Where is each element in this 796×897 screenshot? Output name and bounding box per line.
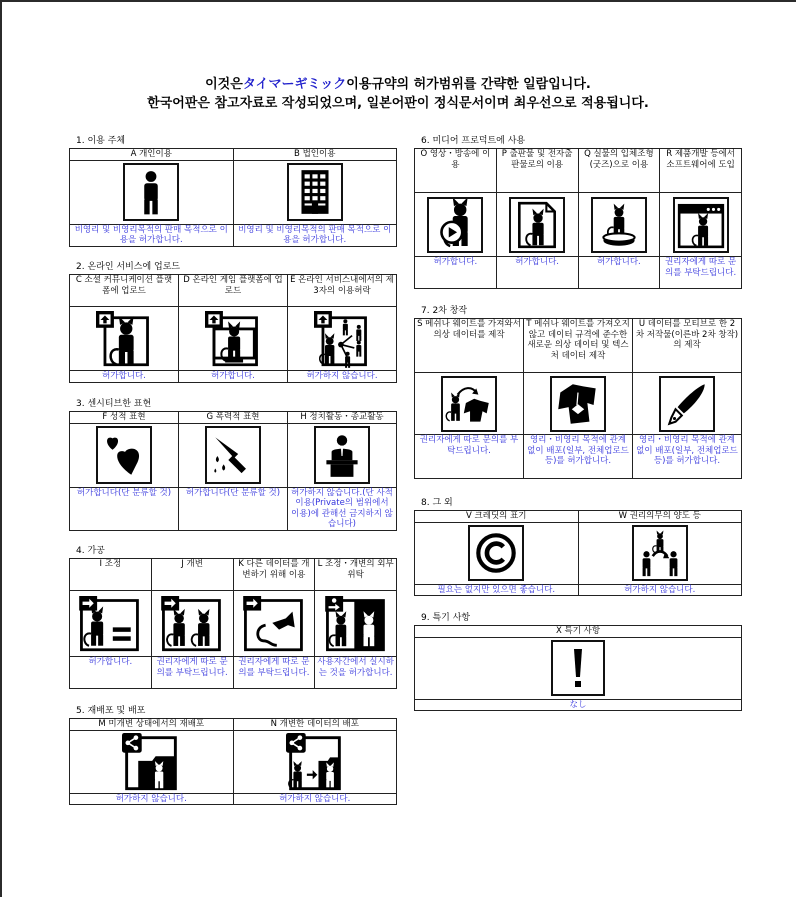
software-window-icon xyxy=(673,197,729,253)
section-title: 7. 2차 창작 xyxy=(421,306,468,316)
modify-icon xyxy=(161,596,223,652)
item-answer-h: 허가하지 않습니다.(단 사적이용(Private의 범위에서 이용)에 관해선 금지하지 않습니다) xyxy=(288,487,397,530)
header-line-2: 한국어판은 참고자료로 작성되었으며, 일본어판이 정식문서이며 최우선으로 적용됩니다. xyxy=(147,96,649,111)
item-label-j: J 개변 xyxy=(151,559,233,591)
section-title: 9. 특기 사항 xyxy=(421,613,471,623)
figure-goods-icon xyxy=(591,197,647,253)
section-title: 8. 그 외 xyxy=(421,498,453,508)
transfer-rights-icon xyxy=(632,525,688,581)
share-third-party-icon xyxy=(314,310,370,368)
section-title: 3. 센시티브한 표현 xyxy=(76,399,152,409)
copyright-icon xyxy=(468,525,524,581)
item-label-f: F 성적 표현 xyxy=(70,412,179,424)
section-processing xyxy=(69,546,397,689)
section-title: 5. 재배포 및 배포 xyxy=(76,706,146,716)
item-label-m: M 미개변 상태에서의 재배포 xyxy=(70,719,234,731)
item-label-q: Q 실물의 입체조형(굿즈)으로 이용 xyxy=(578,149,660,193)
item-label-a: A 개인이용 xyxy=(70,149,234,161)
item-label-c: C 소셜 커뮤니케이션 플랫폼에 업로드 xyxy=(70,275,179,307)
item-answer-l: 사용자간에서 실시하는 것을 허가합니다. xyxy=(315,657,397,689)
item-answer-p: 허가합니다. xyxy=(496,257,578,289)
item-label-l: L 조정・개변의 외부위탁 xyxy=(315,559,397,591)
page-header xyxy=(0,75,796,113)
item-label-u: U 데이터를 모티브로 한 2차 저작물(이른바 2차 창작)의 제작 xyxy=(633,319,742,373)
item-answer-b: 비영리 및 비영리목적의 판매 목적으로 이용을 허가합니다. xyxy=(233,224,397,246)
item-answer-s: 권리자에게 따로 문의를 부탁드립니다. xyxy=(415,435,524,479)
item-label-s: S 메쉬나 웨이트를 가져와서 의상 데이터를 제작 xyxy=(415,319,524,373)
item-answer-i: 허가합니다. xyxy=(70,657,152,689)
distribute-modified-icon xyxy=(286,733,344,791)
building-icon xyxy=(287,163,343,221)
reuse-parts-icon xyxy=(243,596,305,652)
item-label-v: V 크레딧의 표기 xyxy=(415,511,579,523)
item-label-t: T 메쉬나 웨이트를 가져오지 않고 데이터 규격에 준수한 새로운 의상 데이터 및 텍스처 데이터 제작 xyxy=(524,319,633,373)
item-label-d: D 온라인 게임 플랫폼에 업로드 xyxy=(179,275,288,307)
item-label-i: I 조정 xyxy=(70,559,152,591)
section-online-upload xyxy=(69,262,397,383)
item-answer-v: 필요는 없지만 있으면 좋습니다. xyxy=(415,584,579,596)
item-answer-u: 영리・비영리 목적에 관계없이 배포(일부, 전체업로드 등)를 허가합니다. xyxy=(633,435,742,479)
section-usage-subject xyxy=(69,136,397,247)
item-answer-o: 허가합니다. xyxy=(415,257,497,289)
item-label-p: P 출판물 및 전자출판물로의 이용 xyxy=(496,149,578,193)
item-answer-e: 허가하지 않습니다. xyxy=(288,371,397,383)
section-title: 2. 온라인 서비스에 업로드 xyxy=(76,262,181,272)
section-special-notes xyxy=(414,613,742,711)
upload-game-icon xyxy=(205,310,261,368)
item-label-r: R 제품개발 등에서 소프트웨어에 도입 xyxy=(660,149,742,193)
upload-social-icon xyxy=(96,310,152,368)
podium-speaker-icon xyxy=(314,426,370,484)
mesh-to-clothing-icon xyxy=(441,376,497,432)
item-answer-k: 권리자에게 따로 문의를 부탁드립니다. xyxy=(233,657,315,689)
header-line-1 xyxy=(0,75,796,94)
item-answer-q: 허가합니다. xyxy=(578,257,660,289)
redistribute-folder-icon xyxy=(122,733,180,791)
item-label-b: B 법인이용 xyxy=(233,149,397,161)
section-sensitive-expression xyxy=(69,399,397,531)
item-answer-n: 허가하지 않습니다. xyxy=(233,793,397,805)
clothing-icon xyxy=(550,376,606,432)
item-label-n: N 개변한 데이터의 배포 xyxy=(233,719,397,731)
section-title: 4. 가공 xyxy=(76,546,105,556)
header-suffix: 이용규약의 허가범위를 간략한 일람입니다. xyxy=(346,77,591,92)
item-answer-d: 허가합니다. xyxy=(179,371,288,383)
brand-name: タイマーギミック xyxy=(242,77,347,92)
knife-icon xyxy=(205,426,261,484)
item-answer-j: 권리자에게 따로 문의를 부탁드립니다. xyxy=(151,657,233,689)
item-label-e: E 온라인 서비스내에서의 제 3자의 이용허락 xyxy=(288,275,397,307)
item-answer-a: 비영리 및 비영리목적의 판매 목적으로 이용을 허가합니다. xyxy=(70,224,234,246)
header-prefix: 이것은 xyxy=(205,77,243,92)
section-media-product xyxy=(414,136,742,289)
section-title: 1. 이용 주체 xyxy=(76,136,126,146)
section-other xyxy=(414,498,742,596)
item-answer-w: 허가하지 않습니다. xyxy=(578,584,742,596)
video-play-icon xyxy=(427,197,483,253)
item-label-h: H 정치활동・종교활동 xyxy=(288,412,397,424)
item-answer-c: 허가합니다. xyxy=(70,371,179,383)
section-derivative-works xyxy=(414,306,742,479)
section-title: 6. 미디어 프로덕트에 사용 xyxy=(421,136,526,146)
item-label-k: K 다른 데이터를 개변하기 위해 이용 xyxy=(233,559,315,591)
outsource-icon xyxy=(325,596,387,652)
item-answer-m: 허가하지 않습니다. xyxy=(70,793,234,805)
item-answer-g: 허가합니다(단 분류할 것) xyxy=(179,487,288,530)
item-answer-t: 영리・비영리 목적에 관계없이 배포(일부, 전체업로드 등)를 허가합니다. xyxy=(524,435,633,479)
item-answer-r: 권리자에게 따로 문의를 부탁드립니다. xyxy=(660,257,742,289)
item-label-g: G 폭력적 표현 xyxy=(179,412,288,424)
item-label-x: X 특기 사항 xyxy=(415,626,742,638)
person-icon xyxy=(123,163,179,221)
section-redistribution xyxy=(69,706,397,805)
publication-icon xyxy=(509,197,565,253)
adjust-equal-icon xyxy=(79,596,141,652)
item-answer-x: なし xyxy=(415,699,742,711)
item-answer-f: 허가합니다(단 분류할 것) xyxy=(70,487,179,530)
item-label-o: O 영상・방송에 이용 xyxy=(415,149,497,193)
pen-nib-icon xyxy=(659,376,715,432)
exclamation-icon xyxy=(551,640,605,696)
hearts-icon xyxy=(96,426,152,484)
item-label-w: W 권리의무의 양도 등 xyxy=(578,511,742,523)
